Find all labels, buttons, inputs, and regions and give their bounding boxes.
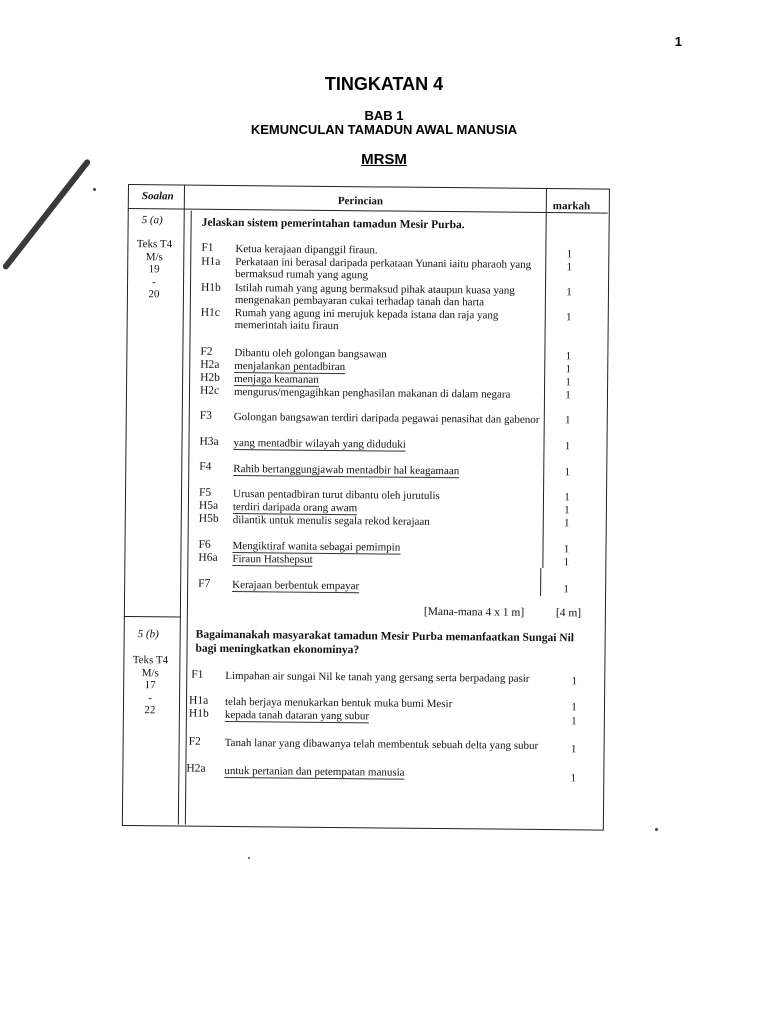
row-label: H1a [201, 255, 221, 268]
row-label: F2 [200, 345, 213, 358]
row-mark: 1 [563, 517, 570, 530]
row-mark: 1 [564, 466, 571, 479]
row-mark: 1 [566, 248, 573, 261]
answer-table [122, 184, 610, 831]
row-text: Mengiktiraf wanita sebagai pemimpin [232, 540, 401, 554]
speck [93, 188, 96, 191]
header-perincian: Perincian [337, 195, 384, 208]
row-label: F5 [198, 486, 212, 499]
row-mark: 1 [563, 556, 570, 569]
row-label: H1b [200, 281, 221, 294]
row-label: H2c [199, 384, 220, 397]
row-text: Kerajaan berbentuk empayar [232, 579, 360, 593]
row-text: Limpahan air sungai Nil ke tanah yang gersang serta berpadang pasir [225, 669, 530, 685]
row-label: H6a [198, 551, 218, 564]
row-text: Urusan pentadbiran turut dibantu oleh jurutulis [232, 488, 440, 503]
row-label: F7 [198, 577, 211, 590]
row-mark: 1 [565, 389, 571, 402]
row-label: H2a [186, 762, 206, 775]
row-text: Rumah yang agung ini merujuk kepada istana dan raja yang memerintah iaitu firaun [234, 307, 499, 333]
chapter-title: KEMUNCULAN TAMADUN AWAL MANUSIA [250, 122, 518, 137]
row-mark: 1 [565, 363, 572, 376]
row-text: Dibantu oleh golongan bangsawan [234, 347, 387, 361]
row-text: Ketua kerajaan dipanggil firaun. [235, 243, 378, 257]
question-number: 5 (a) [141, 214, 163, 227]
speck [655, 828, 658, 831]
textbook-reference: Teks T4 M/s 19 - 20 [136, 238, 173, 301]
row-label: H1b [188, 707, 209, 720]
total-mark: [4 m] [555, 607, 582, 620]
row-label: H5a [198, 499, 219, 512]
row-mark: 1 [564, 440, 571, 453]
row-text: mengurus/mengagihkan penghasilan makanan di dalam negara [233, 386, 511, 401]
page-title: TINGKATAN 4 [324, 74, 444, 94]
chapter-number: BAB 1 [364, 108, 404, 123]
row-text: terdiri daripada orang awam [232, 501, 358, 515]
row-label: H2b [200, 371, 221, 384]
pen-mark [2, 158, 92, 270]
row-text: Istilah rumah yang agung bermaksud pihak ataupun kuasa yang mengenakan pembayaran cukai terhadap tanah dan harta [234, 282, 515, 309]
row-mark: 1 [570, 772, 577, 785]
row-text: Rahib bertanggungjawab mentadbir hal keagamaan [233, 463, 460, 478]
row-text: yang mentadbir wilayah yang diduduki [233, 437, 406, 451]
textbook-reference: Teks T4 M/s 17 - 22 [132, 654, 169, 717]
row-mark: 1 [571, 701, 577, 714]
row-mark: 1 [571, 675, 578, 688]
page-number: 1 [674, 34, 682, 49]
header-soalan: Soalan [141, 190, 174, 203]
row-label: H1c [200, 306, 220, 319]
row-mark: 1 [565, 350, 572, 363]
row-label: H5b [198, 512, 219, 525]
row-text: kepada tanah dataran yang subur [224, 708, 370, 723]
row-text: telah berjaya menukarkan bentuk muka bumi Mesir [224, 695, 453, 711]
row-label: F2 [188, 735, 201, 748]
row-mark: 1 [564, 504, 570, 517]
row-mark: 1 [563, 543, 570, 556]
row-label: F3 [199, 409, 212, 422]
question-text: Bagaimanakah masyarakat tamadun Mesir Purba memanfaatkan Sungai Nil bagi meningkatkan ekonominya? [195, 628, 575, 656]
row-text: dilantik untuk menulis segala rekod kerajaan [232, 514, 430, 528]
row-mark: 1 [563, 583, 569, 596]
row-mark: 1 [566, 286, 572, 299]
row-mark: 1 [566, 261, 573, 274]
row-label: H2a [200, 358, 220, 371]
total-label: [Mana-mana 4 x 1 m] [423, 605, 525, 619]
row-label: H3a [199, 435, 219, 448]
speck [248, 857, 250, 859]
row-mark: 1 [565, 311, 572, 324]
row-text: Tanah lanar yang dibawanya telah membentuk sebuah delta yang subur [224, 736, 539, 752]
question-text: Jelaskan sistem pemerintahan tamadun Mesir Purba. [201, 216, 465, 232]
row-mark: 1 [570, 743, 577, 756]
row-text: Golongan bangsawan terdiri daripada pegawai penasihat dan gabenor [233, 411, 540, 426]
row-text: menjaga keamanan [234, 373, 319, 386]
row-label: H1a [188, 694, 209, 707]
row-label: F1 [201, 241, 214, 254]
row-label: F1 [191, 668, 204, 681]
row-mark: 1 [564, 414, 571, 427]
question-number: 5 (b) [137, 628, 159, 641]
row-mark: 1 [571, 715, 577, 728]
row-text: untuk pertanian dan petempatan manusia [224, 764, 405, 779]
header-markah: markah [552, 200, 591, 213]
row-text: Perkataan ini berasal daripada perkataan Yunani iaitu pharaoh yang bermaksud rumah yang agung [235, 256, 532, 282]
row-mark: 1 [565, 376, 571, 389]
row-label: F6 [198, 538, 211, 551]
row-label: F4 [199, 460, 212, 473]
row-mark: 1 [564, 491, 570, 504]
row-text: Firaun Hatshepsut [232, 553, 313, 566]
row-text: menjalankan pentadbiran [234, 360, 346, 374]
section-heading: MRSM [361, 151, 407, 168]
